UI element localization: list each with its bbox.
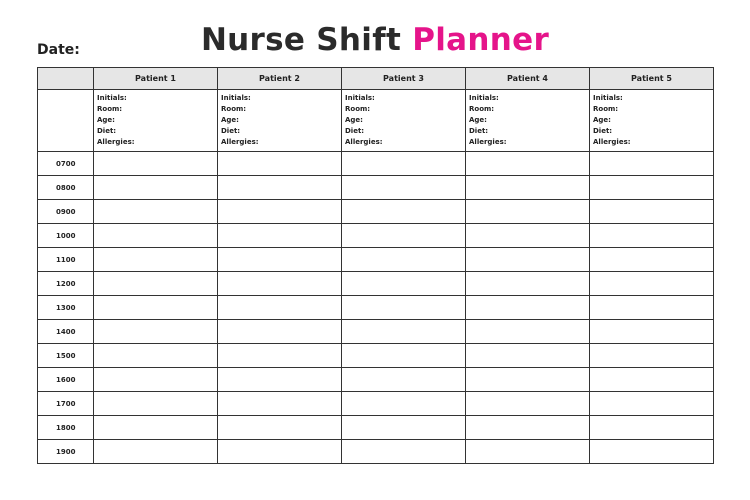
title-main: Nurse Shift	[200, 22, 413, 58]
schedule-cell[interactable]	[94, 440, 218, 464]
schedule-cell[interactable]	[590, 152, 714, 176]
schedule-cell[interactable]	[466, 440, 590, 464]
time-slot-row	[38, 248, 714, 272]
info-field-label: Allergies:	[97, 138, 135, 146]
time-label: 1200	[38, 272, 94, 296]
schedule-cell[interactable]	[342, 440, 466, 464]
schedule-cell[interactable]	[466, 248, 590, 272]
time-slot-row	[38, 416, 714, 440]
info-field-label: Diet:	[469, 127, 489, 135]
schedule-cell[interactable]	[466, 272, 590, 296]
schedule-cell[interactable]	[590, 200, 714, 224]
schedule-cell[interactable]	[466, 416, 590, 440]
time-label: 1100	[38, 248, 94, 272]
schedule-cell[interactable]	[94, 320, 218, 344]
patient-info-fields	[342, 90, 465, 148]
schedule-cell[interactable]	[94, 392, 218, 416]
info-field-label: Allergies:	[345, 138, 383, 146]
info-field-label: Initials:	[469, 94, 499, 102]
schedule-cell[interactable]	[342, 344, 466, 368]
schedule-cell[interactable]	[94, 272, 218, 296]
info-field-label: Room:	[97, 105, 123, 113]
schedule-cell[interactable]	[218, 368, 342, 392]
patient-info-fields	[590, 90, 713, 148]
title-accent: Planner	[412, 22, 550, 58]
info-field-label: Room:	[469, 105, 495, 113]
info-field-label: Initials:	[593, 94, 623, 102]
schedule-cell[interactable]	[466, 296, 590, 320]
schedule-cell[interactable]	[466, 152, 590, 176]
schedule-cell[interactable]	[590, 440, 714, 464]
time-slot-row	[38, 224, 714, 248]
patient-info-cell[interactable]	[466, 90, 590, 152]
info-field-label: Diet:	[221, 127, 241, 135]
schedule-cell[interactable]	[590, 224, 714, 248]
info-field-label: Initials:	[221, 94, 251, 102]
info-field-label: Diet:	[593, 127, 613, 135]
shift-planner-table	[37, 67, 714, 464]
schedule-cell[interactable]	[94, 224, 218, 248]
schedule-cell[interactable]	[590, 320, 714, 344]
page-title	[0, 22, 750, 58]
schedule-cell[interactable]	[94, 200, 218, 224]
patient-info-cell[interactable]	[94, 90, 218, 152]
schedule-cell[interactable]	[94, 416, 218, 440]
schedule-cell[interactable]	[218, 152, 342, 176]
schedule-cell[interactable]	[342, 200, 466, 224]
schedule-cell[interactable]	[218, 248, 342, 272]
patient-column-header: Patient 5	[590, 68, 714, 90]
time-label: 1300	[38, 296, 94, 320]
time-slot-row	[38, 320, 714, 344]
patient-info-fields	[466, 90, 589, 148]
info-field-label: Age:	[593, 116, 611, 124]
time-slot-row	[38, 200, 714, 224]
info-field-label: Allergies:	[221, 138, 259, 146]
schedule-cell[interactable]	[342, 152, 466, 176]
schedule-cell[interactable]	[590, 248, 714, 272]
patient-info-fields	[94, 90, 217, 148]
time-label: 1000	[38, 224, 94, 248]
schedule-cell[interactable]	[590, 368, 714, 392]
info-field-label: Age:	[469, 116, 487, 124]
schedule-cell[interactable]	[218, 440, 342, 464]
patient-column-header: Patient 1	[94, 68, 218, 90]
schedule-cell[interactable]	[466, 224, 590, 248]
schedule-cell[interactable]	[466, 320, 590, 344]
schedule-cell[interactable]	[590, 344, 714, 368]
schedule-cell[interactable]	[590, 296, 714, 320]
info-field-label: Age:	[97, 116, 115, 124]
schedule-cell[interactable]	[342, 248, 466, 272]
patient-column-header: Patient 2	[218, 68, 342, 90]
schedule-cell[interactable]	[94, 296, 218, 320]
info-field-label: Diet:	[97, 127, 117, 135]
info-field-label: Room:	[593, 105, 619, 113]
info-field-label: Allergies:	[469, 138, 507, 146]
schedule-cell[interactable]	[94, 344, 218, 368]
schedule-cell[interactable]	[218, 176, 342, 200]
schedule-cell[interactable]	[342, 368, 466, 392]
schedule-cell[interactable]	[342, 224, 466, 248]
schedule-cell[interactable]	[94, 152, 218, 176]
time-label: 1900	[38, 440, 94, 464]
schedule-cell[interactable]	[590, 416, 714, 440]
time-label: 0900	[38, 200, 94, 224]
info-field-label: Age:	[221, 116, 239, 124]
patient-info-row	[38, 90, 714, 152]
info-field-label: Allergies:	[593, 138, 631, 146]
schedule-cell[interactable]	[342, 272, 466, 296]
info-field-label: Age:	[345, 116, 363, 124]
patient-column-header: Patient 3	[342, 68, 466, 90]
time-label: 1600	[38, 368, 94, 392]
header-row	[38, 68, 714, 90]
time-slot-row	[38, 344, 714, 368]
patient-column-header: Patient 4	[466, 68, 590, 90]
time-slot-row	[38, 392, 714, 416]
schedule-cell[interactable]	[94, 368, 218, 392]
schedule-cell[interactable]	[342, 392, 466, 416]
time-label: 0800	[38, 176, 94, 200]
time-label: 0700	[38, 152, 94, 176]
patient-info-cell[interactable]	[218, 90, 342, 152]
schedule-cell[interactable]	[466, 200, 590, 224]
schedule-cell[interactable]	[94, 176, 218, 200]
schedule-cell[interactable]	[466, 368, 590, 392]
corner-cell	[38, 68, 94, 90]
schedule-cell[interactable]	[342, 320, 466, 344]
time-label: 1400	[38, 320, 94, 344]
schedule-cell[interactable]	[218, 344, 342, 368]
schedule-cell[interactable]	[218, 272, 342, 296]
schedule-cell[interactable]	[218, 392, 342, 416]
schedule-cell[interactable]	[342, 176, 466, 200]
schedule-cell[interactable]	[218, 200, 342, 224]
info-field-label: Room:	[345, 105, 371, 113]
schedule-cell[interactable]	[590, 392, 714, 416]
time-label: 1500	[38, 344, 94, 368]
info-field-label: Diet:	[345, 127, 365, 135]
schedule-cell[interactable]	[466, 392, 590, 416]
schedule-cell[interactable]	[94, 248, 218, 272]
time-slot-row	[38, 272, 714, 296]
schedule-cell[interactable]	[466, 176, 590, 200]
schedule-cell[interactable]	[342, 416, 466, 440]
info-corner-cell	[38, 90, 94, 152]
time-slot-row	[38, 176, 714, 200]
info-field-label: Initials:	[345, 94, 375, 102]
schedule-cell[interactable]	[590, 272, 714, 296]
schedule-cell[interactable]	[218, 224, 342, 248]
schedule-cell[interactable]	[218, 320, 342, 344]
time-slot-row	[38, 296, 714, 320]
patient-info-cell[interactable]	[590, 90, 714, 152]
info-field-label: Initials:	[97, 94, 127, 102]
schedule-cell[interactable]	[590, 176, 714, 200]
schedule-cell[interactable]	[218, 296, 342, 320]
schedule-cell[interactable]	[218, 416, 342, 440]
time-slot-row	[38, 152, 714, 176]
time-slot-row	[38, 368, 714, 392]
time-slot-row	[38, 440, 714, 464]
date-label: Date:	[37, 42, 80, 58]
schedule-cell[interactable]	[466, 344, 590, 368]
patient-info-cell[interactable]	[342, 90, 466, 152]
time-label: 1800	[38, 416, 94, 440]
schedule-cell[interactable]	[342, 296, 466, 320]
info-field-label: Room:	[221, 105, 247, 113]
patient-info-fields	[218, 90, 341, 148]
time-label: 1700	[38, 392, 94, 416]
